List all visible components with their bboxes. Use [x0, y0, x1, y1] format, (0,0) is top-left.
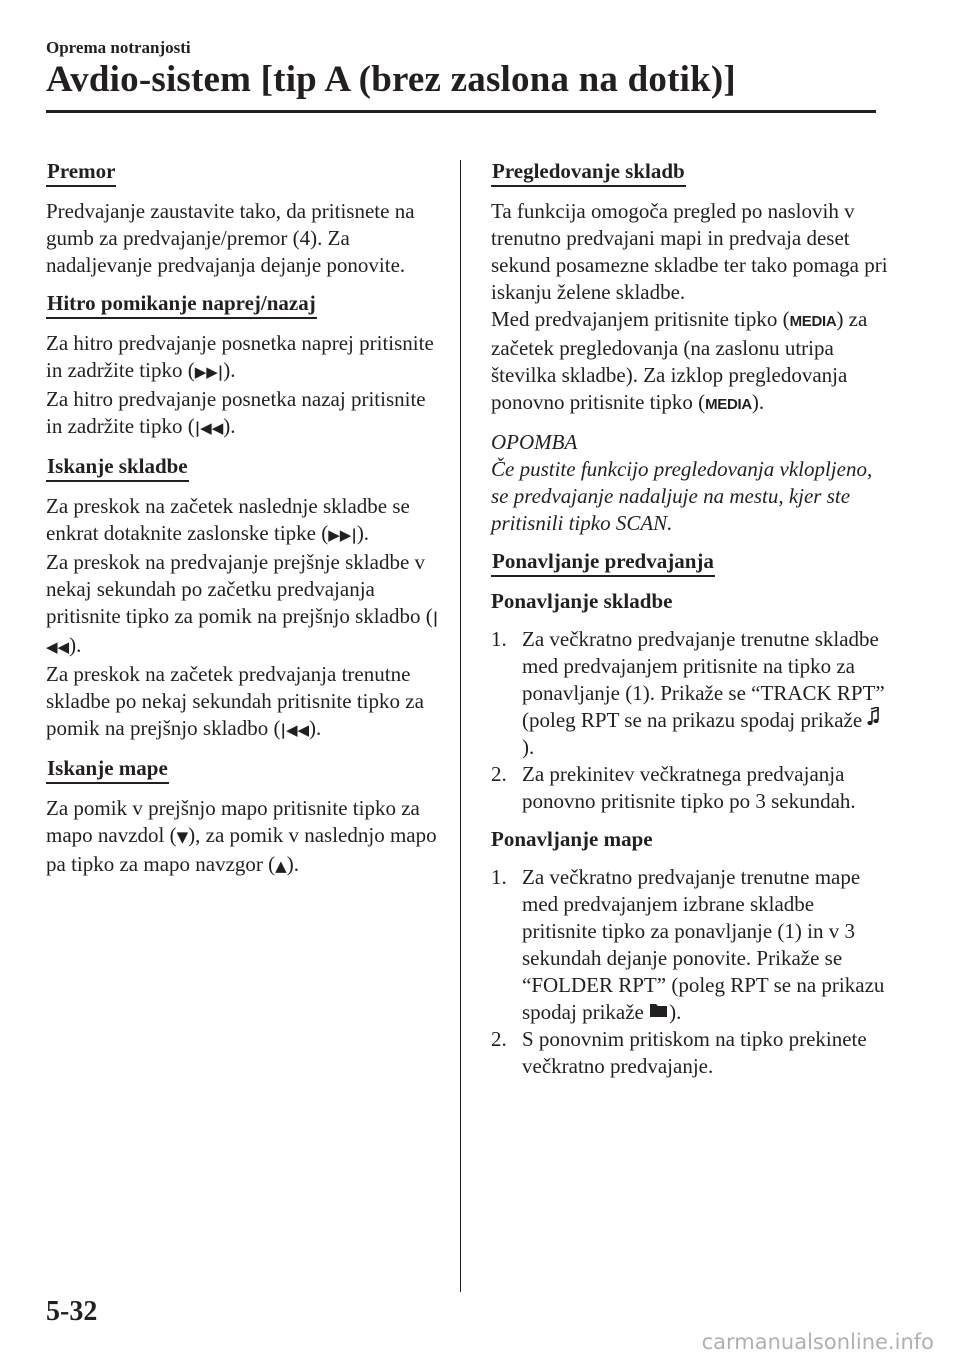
- heading-folder-search: Iskanje mape: [46, 755, 169, 784]
- up-triangle-icon: ▲: [275, 857, 287, 875]
- scan-text: Ta funkcija omogoča pregled po naslovih v trenutno predvajani mapi in predvaja deset sekund posamezne skladbe ter tako pomaga pri iskanju želene skladbe. Med predvajanjem pritisnite tipko (MEDIA) za začetek pregledovanja (na zaslonu utripa številka skladbe). Za izklop pregledovanja ponovno pritisnite tipko (MEDIA).: [491, 199, 888, 414]
- heading-repeat: Ponavljanje predvajanja: [491, 548, 715, 577]
- media-button-label: MEDIA: [705, 396, 752, 413]
- skip-back-icon: |◀◀: [280, 721, 310, 739]
- skip-forward-icon: ▶▶|: [194, 363, 224, 381]
- list-item: 2. S ponovnim pritiskom na tipko prekinete večkratno predvajanje.: [491, 1027, 867, 1078]
- track-repeat-list: [491, 626, 891, 815]
- list-item: 1. Za večkratno predvajanje trenutne mape med predvajanjem izbrane skladbe pritisnite tipko za ponavljanje (1) in v 3 sekundah dejanje ponovite. Prikaže se “FOLDER RPT” (poleg RPT se na prikazu spodaj prikaže ).: [491, 865, 885, 1024]
- list-item: 1. Za večkratno predvajanje trenutne skladbe med predvajanjem pritisnite na tipko za ponavljanje (1). Prikaže se “TRACK RPT” (poleg RPT se na prikazu spodaj prikaže ).: [491, 627, 885, 759]
- premor-text: Predvajanje zaustavite tako, da pritisnete na gumb za predvajanje/premor (4). Za nadaljevanje predvajanja dejanje ponovite.: [46, 199, 415, 277]
- note-title: OPOMBA: [491, 430, 578, 454]
- heading-scan: Pregledovanje skladb: [491, 158, 686, 187]
- heading-fast-forward: Hitro pomikanje naprej/nazaj: [46, 290, 317, 319]
- heading-track-search: Iskanje skladbe: [46, 453, 189, 482]
- skip-back-icon: |◀◀: [194, 419, 224, 437]
- note-text: Če pustite funkcijo pregledovanja vklopljeno, se predvajanje nadaljuje na mestu, kjer ste pritisnili tipko SCAN.: [491, 457, 873, 535]
- music-note-icon: [867, 707, 879, 727]
- subheading-track-repeat: Ponavljanje skladbe: [491, 589, 673, 613]
- down-triangle-icon: ▼: [176, 828, 189, 846]
- folder-repeat-list: [491, 864, 891, 1080]
- skip-back-icon: |◀◀: [46, 609, 439, 656]
- right-column: [491, 158, 891, 1091]
- track-search-text: Za preskok na začetek naslednje skladbe se enkrat dotaknite zaslonske tipke (▶▶|). Za preskok na predvajanje prejšnje skladbe v nekaj sekundah po začetku predvajanja pritisnite tipko za pomik na prejšnjo skladbo (|◀◀). Za preskok na začetek predvajanja trenutne skladbe po nekaj sekundah pritisnite tipko za pomik na prejšnjo skladbo (|◀◀).: [46, 494, 439, 740]
- folder-icon: [649, 1001, 669, 1019]
- title-rule: [46, 110, 876, 113]
- media-button-label: MEDIA: [789, 313, 837, 330]
- subheading-folder-repeat: Ponavljanje mape: [491, 827, 653, 851]
- heading-premor: Premor: [46, 158, 116, 187]
- watermark: carmanualsonline.info: [701, 1330, 934, 1354]
- column-divider: [460, 160, 461, 1292]
- section-label: Oprema notranjosti: [46, 38, 191, 57]
- page-number: 5-32: [46, 1296, 98, 1327]
- fast-forward-text: Za hitro predvajanje posnetka naprej pritisnite in zadržite tipko (▶▶|). Za hitro predvajanje posnetka nazaj pritisnite in zadržite tipko (|◀◀).: [46, 331, 434, 438]
- folder-search-text: Za pomik v prejšnjo mapo pritisnite tipko za mapo navzdol (▼), za pomik v naslednjo mapo pa tipko za mapo navzgor (▲).: [46, 796, 437, 876]
- page-title: Avdio-sistem [tip A (brez zaslona na dotik)]: [46, 59, 736, 100]
- left-column: [46, 158, 442, 891]
- skip-forward-icon: ▶▶|: [328, 526, 357, 544]
- list-item: 2. Za prekinitev večkratnega predvajanja ponovno pritisnite tipko po 3 sekundah.: [491, 762, 856, 813]
